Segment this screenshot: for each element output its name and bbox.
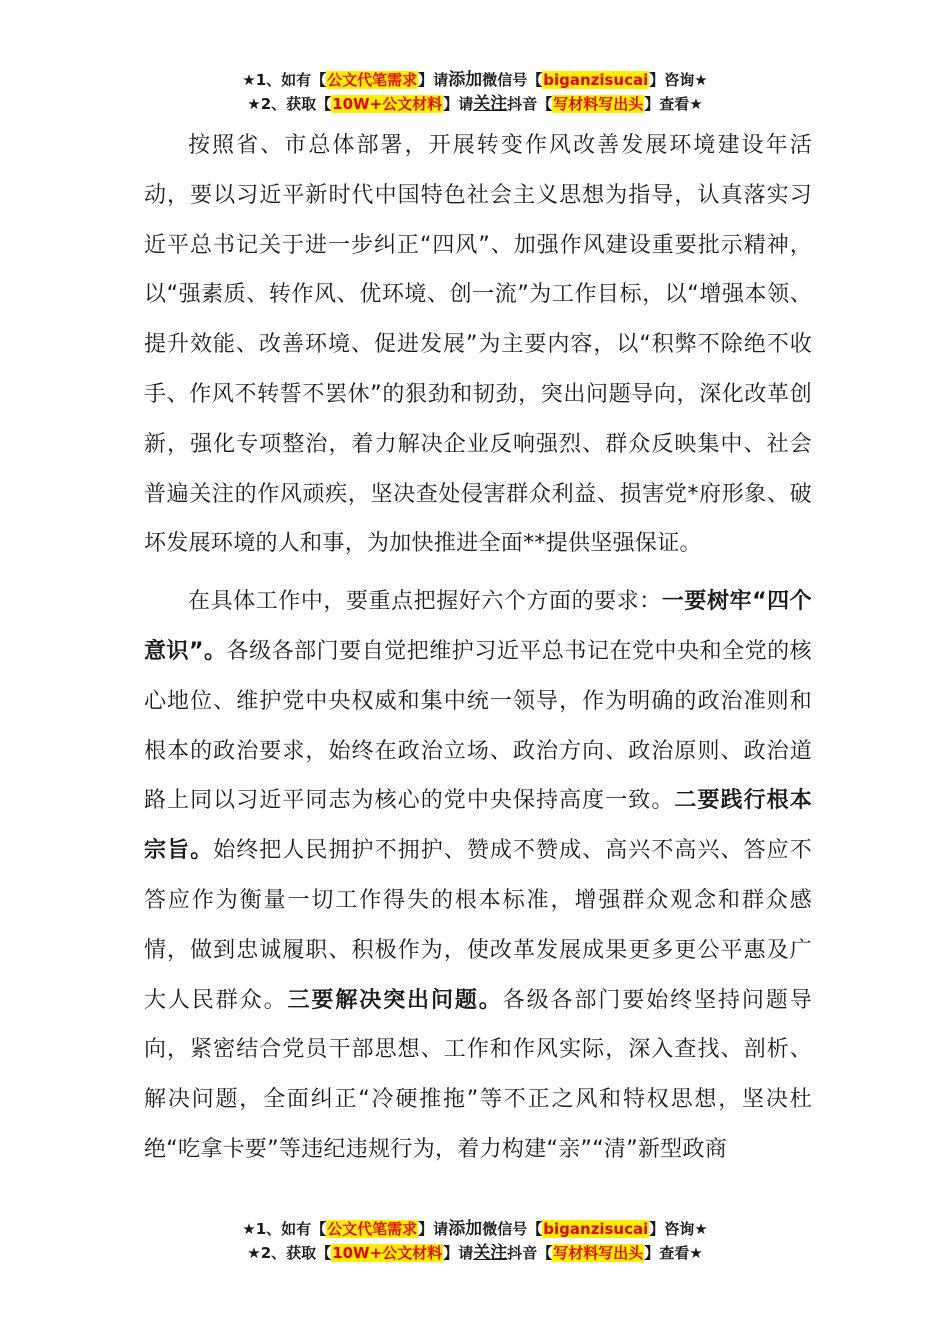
bold-heading: 三要解决突出问题。 — [287, 987, 503, 1013]
banner-douyin-id: 写材料写出头 — [553, 1244, 644, 1262]
paragraph-1: 按照省、市总体部署，开展转变作风改善发展环境建设年活动，要以习近平新时代中国特色社会主义思想为指导，认真落实习近平总书记关于进一步纠正“四风”、加强作风建设重要批示精神，以“强素质、转作风、优环境、创一流”为工作目标，以“增强本领、提升效能、改善环境、促进发展”为主要内容，以“积弊不除绝不收手、作风不转誓不罢休”的狠劲和韧劲，突出问题导向，深化改革创新，强化专项整治，着力解决企业反响强烈、群众反映集中、社会普遍关注的作风顽疾，坚决查处侵害群众利益、损害党*府形象、破坏发展环境的人和事，为加快推进全面**提供坚强保证。 — [144, 133, 812, 557]
banner-line-1: ★1、如有【公文代笔需求】请添加微信号【biganzisucai】咨询★ — [242, 1219, 708, 1239]
banner-highlight: 公文代笔需求 — [327, 1220, 418, 1238]
bold-heading: 一要树牢“四个意识”。 — [144, 589, 812, 664]
banner-douyin-id: 写材料写出头 — [553, 95, 644, 113]
bold-heading: 二要践行根本宗旨。 — [144, 788, 812, 864]
banner-highlight: 10W+公文材料 — [332, 95, 443, 113]
banner-line-1: ★1、如有【公文代笔需求】请添加微信号【biganzisucai】咨询★ — [242, 70, 708, 90]
banner-highlight: 10W+公文材料 — [332, 1244, 443, 1262]
header-banner — [0, 68, 950, 116]
document-body — [144, 121, 812, 1175]
paragraph-2: 在具体工作中，要重点把握好六个方面的要求：一要树牢“四个意识”。各级各部门要自觉把维护习近平总书记在党中央和全党的核心地位、维护党中央权威和集中统一领导，作为明确的政治准则和根本的政治要求，始终在政治立场、政治方向、政治原则、政治道路上同以习近平同志为核心的党中央保持高度一致。二要践行根本宗旨。始终把人民拥护不拥护、赞成不赞成、高兴不高兴、答应不答应作为衡量一切工作得失的根本标准，增强群众观念和群众感情，做到忠诚履职、积极作为，使改革发展成果更多更公平惠及广大人民群众。三要解决突出问题。各级各部门要始终坚持问题导向，紧密结合党员干部思想、工作和作风实际，深入查找、剖析、解决问题，全面纠正“冷硬推拖”等不正之风和特权思想，坚决杜绝“吃拿卡要”等违纪违规行为，着力构建“亲”“清”新型政商 — [144, 589, 812, 1162]
banner-wechat-id: biganzisucai — [543, 71, 649, 89]
banner-line-2: ★2、获取【10W+公文材料】请关注抖音【写材料写出头】查看★ — [247, 1243, 703, 1263]
banner-line-2: ★2、获取【10W+公文材料】请关注抖音【写材料写出头】查看★ — [247, 94, 703, 114]
footer-banner — [0, 1217, 950, 1265]
banner-highlight: 公文代笔需求 — [327, 71, 418, 89]
banner-wechat-id: biganzisucai — [543, 1220, 649, 1238]
